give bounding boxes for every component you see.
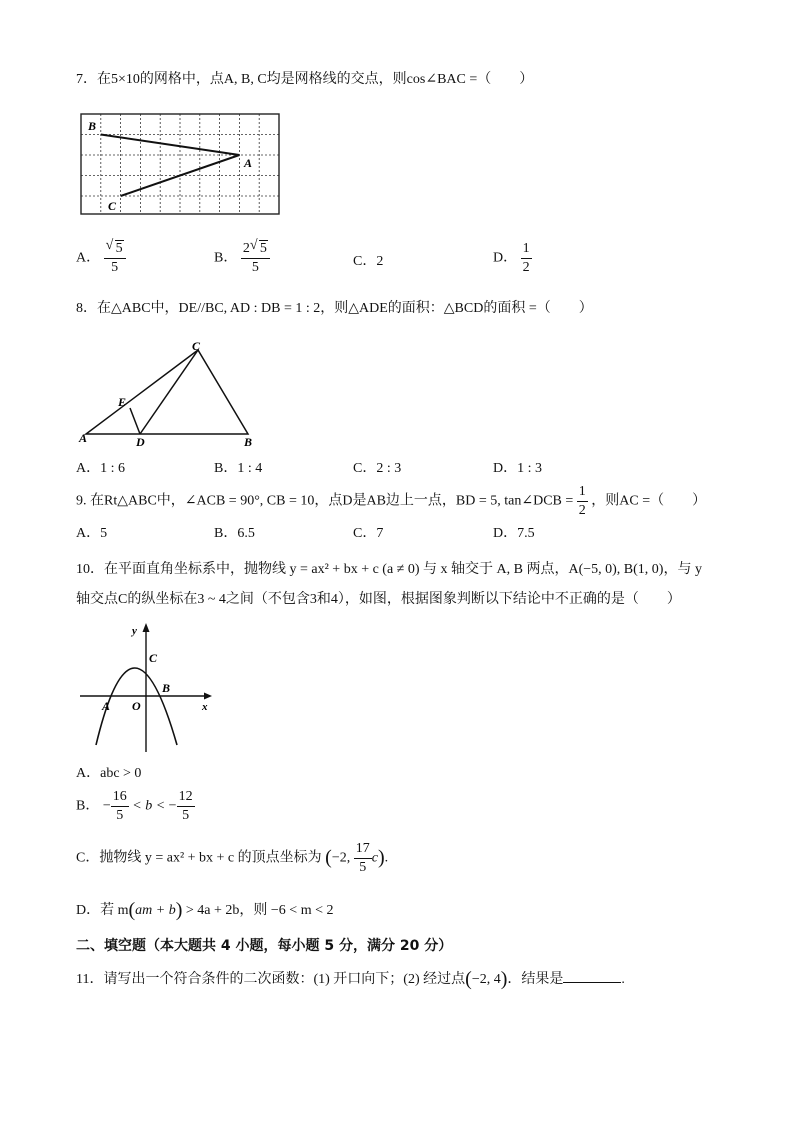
q7-option-d: D． $\frac{1}{2}$: [493, 241, 530, 275]
tri-label-a: A: [79, 431, 88, 445]
q10-parabola-graph: [76, 620, 221, 755]
q7-stem: 7．在5×10的网格中，点A, B, C均是网格线的交点，则cos∠BAC =（ ）: [76, 72, 534, 87]
q7-option-b: B． $\frac{2√ 5}{5}$: [214, 242, 270, 275]
q10-option-c: C．抛物线 y = ax² + bx + c 的顶点坐标为 (−2, $\frac{17}{5}$ c).: [76, 841, 389, 875]
graph-label-b: B: [162, 681, 171, 695]
graph-label-c: C: [149, 651, 158, 665]
q11-stem: 11．请写出一个符合条件的二次函数：(1) 开口向下；(2) 经过点(−2, 4)．结果是 .: [76, 968, 625, 990]
graph-label-x: x: [202, 701, 208, 713]
q8-triangle-figure: [76, 338, 266, 450]
grid-label-c: C: [108, 199, 117, 213]
q10-option-b: B． − $\frac{16}{5}$ < b < − $\frac{12}{5}$: [76, 789, 193, 823]
q7-option-a: A． √ $\frac{5}{5}$: [76, 242, 126, 275]
q9-option-a: A．5: [76, 526, 108, 541]
answer-blank[interactable]: [563, 968, 621, 983]
q9-option-c: C．7: [353, 526, 384, 541]
q9-option-b: B．6.5: [214, 526, 255, 541]
q9-stem: 9. 在Rt△ABC中，∠ACB = 90°, CB = 10，点D是AB边上一点，BD = 5, tan∠DCB = $\frac{1}{2}$ ，则AC =（ ）: [76, 484, 707, 518]
q8-stem: 8．在△ABC中，DE//BC, AD : DB = 1 : 2，则△ADE的面积：△BCD的面积 =（ ）: [76, 301, 593, 316]
q7-option-c: C．2: [353, 254, 384, 269]
tri-label-c: C: [192, 339, 201, 353]
q8-option-c: C．2 : 3: [353, 461, 402, 476]
grid-label-a: A: [244, 156, 253, 170]
q10-option-d: D．若 m(am + b) > 4a + 2b，则 −6 < m < 2: [76, 899, 334, 921]
graph-label-y: y: [132, 625, 137, 637]
q8-option-d: D．1 : 3: [493, 461, 542, 476]
q10-stem-line1: 10．在平面直角坐标系中，抛物线 y = ax² + bx + c (a ≠ 0) 与 x 轴交于 A, B 两点，A(−5, 0), B(1, 0)，与 y: [76, 562, 702, 577]
graph-label-o: O: [132, 699, 141, 713]
q8-option-a: A．1 : 6: [76, 461, 125, 476]
grid-label-b: B: [88, 119, 97, 133]
tri-label-e: E: [118, 395, 127, 409]
q9-option-d: D．7.5: [493, 526, 535, 541]
graph-label-a: A: [102, 699, 111, 713]
q10-stem-line2: 轴交点C的纵坐标在3 ~ 4之间（不包含3和4），如图，根据图象判断以下结论中不正确的是（ ）: [76, 592, 681, 607]
tri-label-b: B: [244, 435, 253, 449]
section-2-heading: 二、填空题（本大题共 4 小题，每小题 5 分，满分 20 分）: [76, 938, 453, 954]
tri-label-d: D: [136, 435, 145, 449]
q8-option-b: B．1 : 4: [214, 461, 263, 476]
q10-option-a: A．abc > 0: [76, 766, 142, 781]
q7-grid-figure: [76, 110, 286, 218]
